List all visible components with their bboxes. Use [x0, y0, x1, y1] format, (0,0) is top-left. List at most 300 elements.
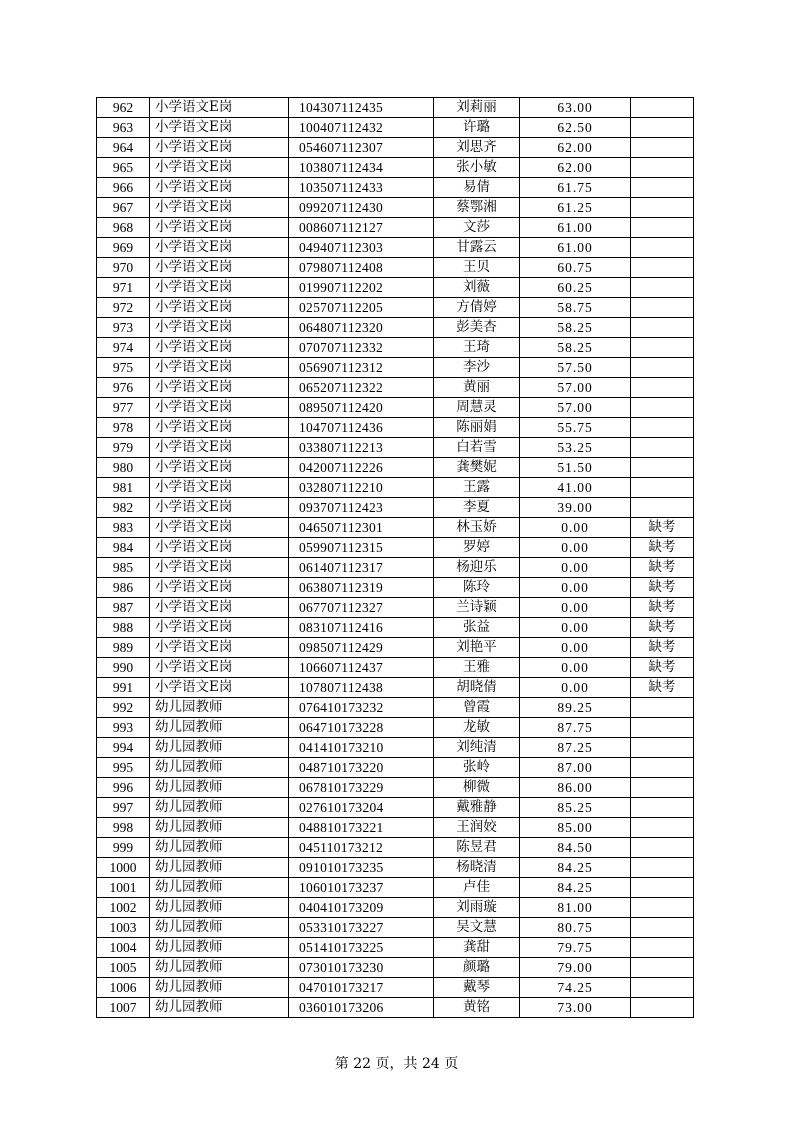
- cell-score: 58.25: [520, 318, 631, 338]
- cell-number: 985: [97, 558, 150, 578]
- cell-score: 81.00: [520, 898, 631, 918]
- cell-position: 小学语文E岗: [150, 538, 289, 558]
- cell-name: 戴琴: [434, 978, 520, 998]
- cell-number: 990: [97, 658, 150, 678]
- cell-number: 972: [97, 298, 150, 318]
- cell-position: 小学语文E岗: [150, 438, 289, 458]
- table-row: [97, 998, 694, 1018]
- cell-position: 幼儿园教师: [150, 818, 289, 838]
- table-row: [97, 318, 694, 338]
- table-row: [97, 678, 694, 698]
- cell-remark: [631, 138, 694, 158]
- cell-score: 41.00: [520, 478, 631, 498]
- cell-position: 小学语文E岗: [150, 158, 289, 178]
- cell-position: 小学语文E岗: [150, 578, 289, 598]
- cell-position: 小学语文E岗: [150, 338, 289, 358]
- table-row: [97, 958, 694, 978]
- table-row: [97, 698, 694, 718]
- cell-remark: [631, 758, 694, 778]
- cell-score: 63.00: [520, 98, 631, 118]
- cell-exam-id: 089507112420: [289, 398, 434, 418]
- cell-remark: [631, 118, 694, 138]
- cell-remark: [631, 298, 694, 318]
- cell-score: 89.25: [520, 698, 631, 718]
- table-row: [97, 278, 694, 298]
- cell-remark: [631, 798, 694, 818]
- cell-exam-id: 065207112322: [289, 378, 434, 398]
- cell-number: 975: [97, 358, 150, 378]
- cell-position: 小学语文E岗: [150, 558, 289, 578]
- cell-exam-id: 054607112307: [289, 138, 434, 158]
- cell-name: 周慧灵: [434, 398, 520, 418]
- table-row: [97, 218, 694, 238]
- cell-exam-id: 033807112213: [289, 438, 434, 458]
- cell-position: 幼儿园教师: [150, 958, 289, 978]
- table-row: [97, 538, 694, 558]
- table-row: [97, 178, 694, 198]
- cell-exam-id: 049407112303: [289, 238, 434, 258]
- cell-position: 幼儿园教师: [150, 778, 289, 798]
- cell-position: 小学语文E岗: [150, 618, 289, 638]
- table-row: [97, 238, 694, 258]
- table-row: [97, 478, 694, 498]
- cell-exam-id: 036010173206: [289, 998, 434, 1018]
- table-row: [97, 598, 694, 618]
- table-row: [97, 418, 694, 438]
- cell-remark: [631, 198, 694, 218]
- table-row: [97, 898, 694, 918]
- cell-name: 刘思齐: [434, 138, 520, 158]
- cell-remark: 缺考: [631, 558, 694, 578]
- cell-exam-id: 099207112430: [289, 198, 434, 218]
- cell-name: 胡晓倩: [434, 678, 520, 698]
- cell-remark: 缺考: [631, 658, 694, 678]
- cell-score: 85.00: [520, 818, 631, 838]
- cell-score: 0.00: [520, 558, 631, 578]
- cell-exam-id: 053310173227: [289, 918, 434, 938]
- cell-remark: [631, 698, 694, 718]
- cell-exam-id: 091010173235: [289, 858, 434, 878]
- cell-remark: [631, 838, 694, 858]
- cell-remark: [631, 958, 694, 978]
- cell-position: 幼儿园教师: [150, 998, 289, 1018]
- results-table-body: [97, 98, 694, 1018]
- cell-score: 62.00: [520, 138, 631, 158]
- cell-exam-id: 070707112332: [289, 338, 434, 358]
- cell-position: 幼儿园教师: [150, 858, 289, 878]
- table-row: [97, 578, 694, 598]
- cell-score: 0.00: [520, 538, 631, 558]
- table-row: [97, 438, 694, 458]
- cell-remark: [631, 378, 694, 398]
- cell-position: 小学语文E岗: [150, 178, 289, 198]
- cell-remark: [631, 318, 694, 338]
- cell-remark: [631, 498, 694, 518]
- cell-remark: [631, 458, 694, 478]
- cell-exam-id: 042007112226: [289, 458, 434, 478]
- cell-name: 戴雅静: [434, 798, 520, 818]
- cell-position: 小学语文E岗: [150, 118, 289, 138]
- cell-exam-id: 103807112434: [289, 158, 434, 178]
- table-row: [97, 818, 694, 838]
- cell-score: 55.75: [520, 418, 631, 438]
- cell-number: 998: [97, 818, 150, 838]
- cell-name: 刘莉丽: [434, 98, 520, 118]
- cell-exam-id: 047010173217: [289, 978, 434, 998]
- table-row: [97, 338, 694, 358]
- cell-name: 龚樊妮: [434, 458, 520, 478]
- table-row: [97, 758, 694, 778]
- cell-exam-id: 027610173204: [289, 798, 434, 818]
- cell-number: 1005: [97, 958, 150, 978]
- cell-exam-id: 104307112435: [289, 98, 434, 118]
- table-row: [97, 838, 694, 858]
- cell-remark: [631, 738, 694, 758]
- cell-position: 幼儿园教师: [150, 938, 289, 958]
- cell-score: 57.50: [520, 358, 631, 378]
- cell-score: 57.00: [520, 378, 631, 398]
- cell-name: 许璐: [434, 118, 520, 138]
- cell-remark: 缺考: [631, 618, 694, 638]
- cell-remark: 缺考: [631, 518, 694, 538]
- cell-position: 小学语文E岗: [150, 598, 289, 618]
- cell-number: 967: [97, 198, 150, 218]
- cell-position: 幼儿园教师: [150, 798, 289, 818]
- cell-exam-id: 008607112127: [289, 218, 434, 238]
- cell-name: 蔡鄂湘: [434, 198, 520, 218]
- table-row: [97, 118, 694, 138]
- cell-number: 1000: [97, 858, 150, 878]
- cell-number: 968: [97, 218, 150, 238]
- cell-number: 964: [97, 138, 150, 158]
- cell-number: 989: [97, 638, 150, 658]
- cell-number: 1006: [97, 978, 150, 998]
- cell-number: 993: [97, 718, 150, 738]
- cell-exam-id: 041410173210: [289, 738, 434, 758]
- cell-number: 988: [97, 618, 150, 638]
- cell-score: 0.00: [520, 578, 631, 598]
- cell-score: 85.25: [520, 798, 631, 818]
- cell-name: 王润姣: [434, 818, 520, 838]
- cell-score: 61.00: [520, 238, 631, 258]
- cell-exam-id: 056907112312: [289, 358, 434, 378]
- cell-score: 0.00: [520, 678, 631, 698]
- cell-number: 978: [97, 418, 150, 438]
- cell-name: 刘雨璇: [434, 898, 520, 918]
- cell-name: 曾霞: [434, 698, 520, 718]
- cell-name: 陈丽娟: [434, 418, 520, 438]
- cell-number: 982: [97, 498, 150, 518]
- cell-position: 幼儿园教师: [150, 698, 289, 718]
- cell-name: 白若雪: [434, 438, 520, 458]
- cell-name: 陈昱君: [434, 838, 520, 858]
- cell-exam-id: 106607112437: [289, 658, 434, 678]
- cell-number: 1007: [97, 998, 150, 1018]
- cell-exam-id: 063807112319: [289, 578, 434, 598]
- cell-remark: [631, 358, 694, 378]
- cell-name: 刘艳平: [434, 638, 520, 658]
- cell-exam-id: 106010173237: [289, 878, 434, 898]
- cell-remark: [631, 718, 694, 738]
- cell-remark: 缺考: [631, 678, 694, 698]
- cell-exam-id: 104707112436: [289, 418, 434, 438]
- cell-number: 970: [97, 258, 150, 278]
- cell-exam-id: 061407112317: [289, 558, 434, 578]
- cell-exam-id: 083107112416: [289, 618, 434, 638]
- cell-name: 张岭: [434, 758, 520, 778]
- cell-score: 62.00: [520, 158, 631, 178]
- cell-remark: [631, 898, 694, 918]
- cell-score: 84.25: [520, 878, 631, 898]
- cell-exam-id: 046507112301: [289, 518, 434, 538]
- cell-exam-id: 040410173209: [289, 898, 434, 918]
- table-row: [97, 458, 694, 478]
- cell-number: 969: [97, 238, 150, 258]
- cell-score: 0.00: [520, 638, 631, 658]
- cell-name: 王雅: [434, 658, 520, 678]
- cell-score: 60.75: [520, 258, 631, 278]
- cell-exam-id: 051410173225: [289, 938, 434, 958]
- cell-score: 0.00: [520, 658, 631, 678]
- cell-remark: [631, 158, 694, 178]
- cell-position: 小学语文E岗: [150, 278, 289, 298]
- table-row: [97, 658, 694, 678]
- table-row: [97, 638, 694, 658]
- cell-name: 刘纯清: [434, 738, 520, 758]
- cell-name: 黄丽: [434, 378, 520, 398]
- cell-remark: [631, 858, 694, 878]
- cell-name: 李夏: [434, 498, 520, 518]
- cell-position: 小学语文E岗: [150, 138, 289, 158]
- cell-exam-id: 048810173221: [289, 818, 434, 838]
- cell-score: 87.25: [520, 738, 631, 758]
- cell-remark: [631, 258, 694, 278]
- cell-score: 80.75: [520, 918, 631, 938]
- table-row: [97, 158, 694, 178]
- cell-remark: [631, 938, 694, 958]
- table-row: [97, 518, 694, 538]
- cell-exam-id: 019907112202: [289, 278, 434, 298]
- cell-exam-id: 103507112433: [289, 178, 434, 198]
- cell-remark: 缺考: [631, 638, 694, 658]
- cell-score: 87.75: [520, 718, 631, 738]
- cell-number: 996: [97, 778, 150, 798]
- cell-score: 84.25: [520, 858, 631, 878]
- cell-number: 962: [97, 98, 150, 118]
- cell-number: 966: [97, 178, 150, 198]
- cell-position: 幼儿园教师: [150, 898, 289, 918]
- table-row: [97, 298, 694, 318]
- cell-exam-id: 067707112327: [289, 598, 434, 618]
- cell-position: 小学语文E岗: [150, 98, 289, 118]
- cell-position: 小学语文E岗: [150, 418, 289, 438]
- cell-exam-id: 079807112408: [289, 258, 434, 278]
- cell-score: 58.75: [520, 298, 631, 318]
- cell-number: 992: [97, 698, 150, 718]
- cell-score: 51.50: [520, 458, 631, 478]
- cell-number: 1001: [97, 878, 150, 898]
- cell-number: 991: [97, 678, 150, 698]
- cell-name: 杨迎乐: [434, 558, 520, 578]
- cell-name: 柳微: [434, 778, 520, 798]
- cell-score: 79.75: [520, 938, 631, 958]
- cell-remark: [631, 418, 694, 438]
- cell-remark: [631, 338, 694, 358]
- cell-position: 小学语文E岗: [150, 518, 289, 538]
- results-table: [96, 97, 694, 1018]
- cell-number: 971: [97, 278, 150, 298]
- cell-name: 张小敏: [434, 158, 520, 178]
- cell-position: 幼儿园教师: [150, 838, 289, 858]
- table-row: [97, 138, 694, 158]
- table-row: [97, 858, 694, 878]
- cell-remark: [631, 978, 694, 998]
- cell-remark: [631, 278, 694, 298]
- cell-name: 兰诗颖: [434, 598, 520, 618]
- cell-number: 1003: [97, 918, 150, 938]
- cell-remark: [631, 238, 694, 258]
- cell-number: 995: [97, 758, 150, 778]
- cell-remark: [631, 98, 694, 118]
- cell-score: 57.00: [520, 398, 631, 418]
- cell-number: 983: [97, 518, 150, 538]
- cell-number: 999: [97, 838, 150, 858]
- cell-remark: [631, 778, 694, 798]
- cell-remark: [631, 998, 694, 1018]
- cell-position: 小学语文E岗: [150, 478, 289, 498]
- cell-remark: [631, 178, 694, 198]
- cell-number: 963: [97, 118, 150, 138]
- table-row: [97, 498, 694, 518]
- table-row: [97, 918, 694, 938]
- cell-number: 986: [97, 578, 150, 598]
- cell-number: 976: [97, 378, 150, 398]
- cell-score: 0.00: [520, 598, 631, 618]
- cell-name: 陈玲: [434, 578, 520, 598]
- cell-position: 小学语文E岗: [150, 258, 289, 278]
- cell-name: 黄铭: [434, 998, 520, 1018]
- cell-position: 幼儿园教师: [150, 758, 289, 778]
- table-row: [97, 798, 694, 818]
- cell-exam-id: 045110173212: [289, 838, 434, 858]
- cell-name: 林玉娇: [434, 518, 520, 538]
- page-footer: 第 22 页，共 24 页: [334, 1056, 459, 1072]
- cell-number: 979: [97, 438, 150, 458]
- cell-remark: [631, 438, 694, 458]
- cell-position: 幼儿园教师: [150, 738, 289, 758]
- cell-number: 977: [97, 398, 150, 418]
- cell-score: 73.00: [520, 998, 631, 1018]
- cell-position: 小学语文E岗: [150, 378, 289, 398]
- cell-number: 1004: [97, 938, 150, 958]
- cell-remark: [631, 218, 694, 238]
- cell-position: 小学语文E岗: [150, 218, 289, 238]
- cell-remark: [631, 818, 694, 838]
- cell-exam-id: 073010173230: [289, 958, 434, 978]
- table-row: [97, 198, 694, 218]
- cell-position: 小学语文E岗: [150, 318, 289, 338]
- cell-score: 39.00: [520, 498, 631, 518]
- cell-position: 小学语文E岗: [150, 498, 289, 518]
- cell-position: 小学语文E岗: [150, 298, 289, 318]
- table-row: [97, 618, 694, 638]
- cell-exam-id: 059907112315: [289, 538, 434, 558]
- cell-position: 幼儿园教师: [150, 878, 289, 898]
- table-row: [97, 938, 694, 958]
- cell-score: 58.25: [520, 338, 631, 358]
- cell-name: 罗婷: [434, 538, 520, 558]
- cell-position: 小学语文E岗: [150, 398, 289, 418]
- cell-exam-id: 067810173229: [289, 778, 434, 798]
- table-row: [97, 258, 694, 278]
- cell-score: 79.00: [520, 958, 631, 978]
- cell-name: 王露: [434, 478, 520, 498]
- cell-number: 974: [97, 338, 150, 358]
- cell-score: 61.00: [520, 218, 631, 238]
- cell-exam-id: 048710173220: [289, 758, 434, 778]
- cell-exam-id: 076410173232: [289, 698, 434, 718]
- cell-name: 卢佳: [434, 878, 520, 898]
- cell-position: 小学语文E岗: [150, 678, 289, 698]
- cell-number: 997: [97, 798, 150, 818]
- cell-exam-id: 064710173228: [289, 718, 434, 738]
- cell-exam-id: 107807112438: [289, 678, 434, 698]
- cell-score: 60.25: [520, 278, 631, 298]
- cell-name: 彭美杏: [434, 318, 520, 338]
- cell-name: 李沙: [434, 358, 520, 378]
- cell-name: 王贝: [434, 258, 520, 278]
- cell-position: 幼儿园教师: [150, 718, 289, 738]
- cell-name: 龚甜: [434, 938, 520, 958]
- table-row: [97, 378, 694, 398]
- cell-name: 易倩: [434, 178, 520, 198]
- cell-remark: 缺考: [631, 538, 694, 558]
- cell-number: 984: [97, 538, 150, 558]
- cell-score: 61.75: [520, 178, 631, 198]
- cell-name: 刘薇: [434, 278, 520, 298]
- cell-score: 61.25: [520, 198, 631, 218]
- table-row: [97, 718, 694, 738]
- cell-remark: [631, 918, 694, 938]
- cell-exam-id: 064807112320: [289, 318, 434, 338]
- cell-number: 981: [97, 478, 150, 498]
- cell-number: 980: [97, 458, 150, 478]
- cell-exam-id: 032807112210: [289, 478, 434, 498]
- cell-name: 文莎: [434, 218, 520, 238]
- cell-score: 74.25: [520, 978, 631, 998]
- cell-number: 1002: [97, 898, 150, 918]
- cell-name: 甘露云: [434, 238, 520, 258]
- cell-exam-id: 100407112432: [289, 118, 434, 138]
- table-row: [97, 358, 694, 378]
- cell-score: 0.00: [520, 518, 631, 538]
- table-row: [97, 778, 694, 798]
- table-row: [97, 878, 694, 898]
- cell-remark: [631, 478, 694, 498]
- table-row: [97, 738, 694, 758]
- cell-exam-id: 098507112429: [289, 638, 434, 658]
- cell-name: 龙敏: [434, 718, 520, 738]
- cell-position: 小学语文E岗: [150, 198, 289, 218]
- cell-exam-id: 093707112423: [289, 498, 434, 518]
- cell-position: 小学语文E岗: [150, 458, 289, 478]
- cell-score: 0.00: [520, 618, 631, 638]
- cell-score: 62.50: [520, 118, 631, 138]
- cell-score: 53.25: [520, 438, 631, 458]
- cell-score: 87.00: [520, 758, 631, 778]
- cell-number: 973: [97, 318, 150, 338]
- cell-position: 小学语文E岗: [150, 238, 289, 258]
